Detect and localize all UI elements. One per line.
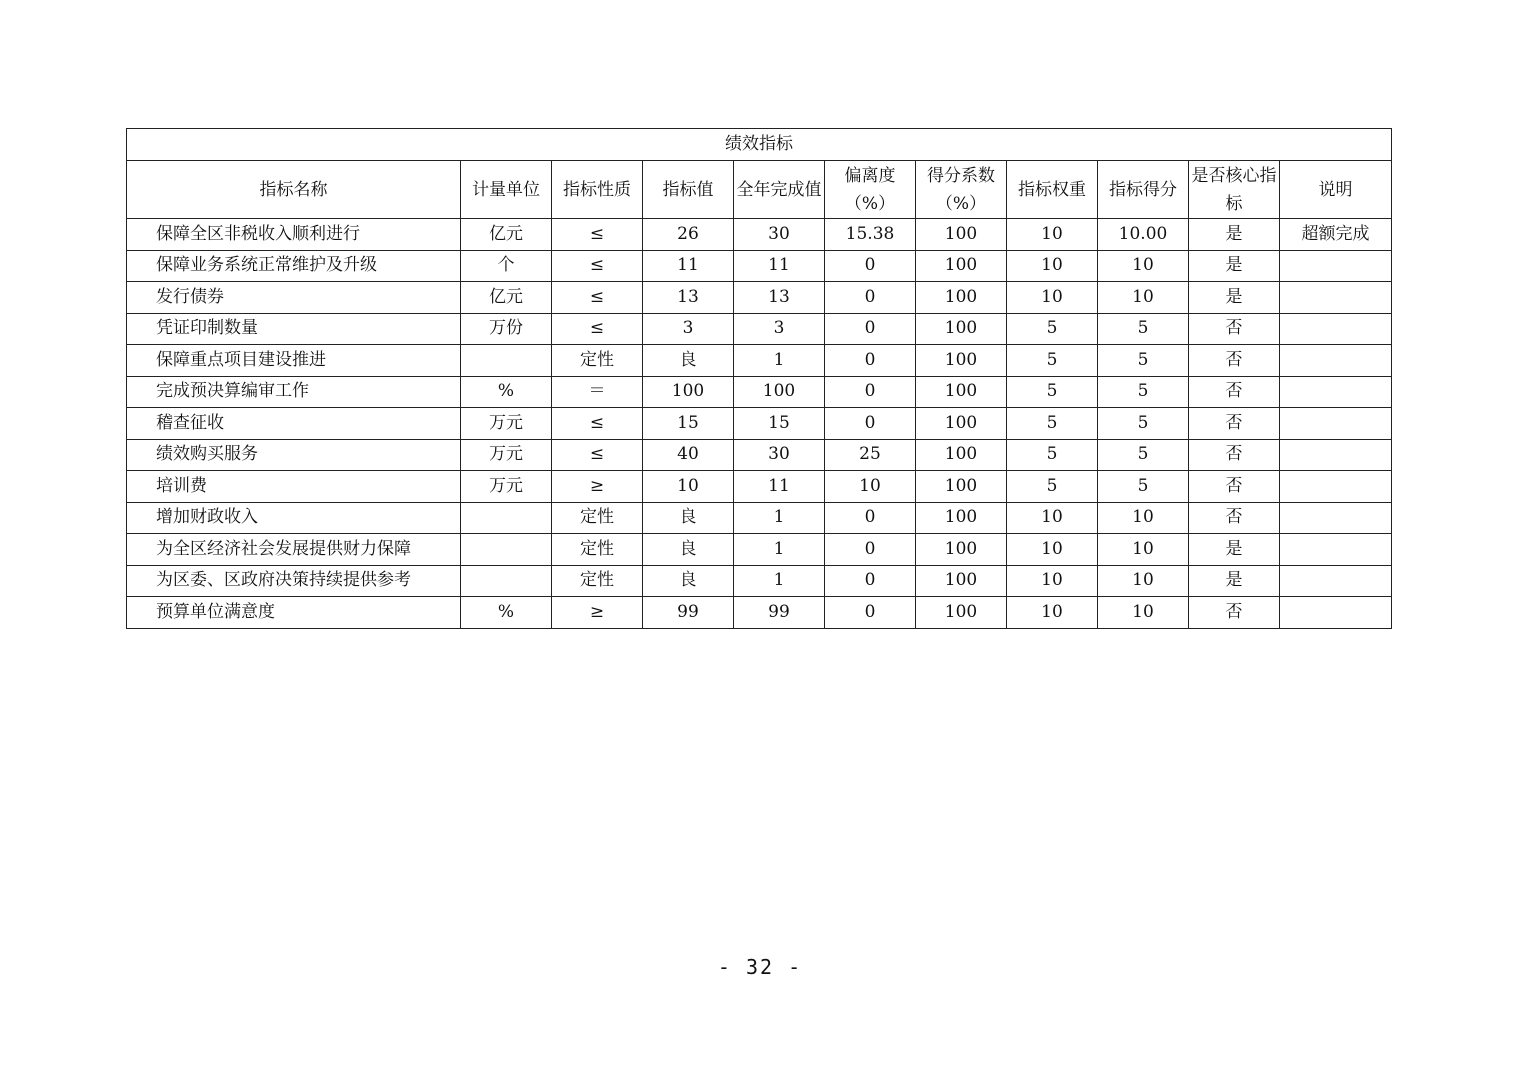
cell-nature: ≤ — [552, 282, 643, 314]
cell-nature: ≥ — [552, 471, 643, 503]
cell-is-core: 是 — [1189, 534, 1280, 566]
cell-is-core: 否 — [1189, 345, 1280, 377]
table-row — [127, 597, 1392, 629]
cell-remarks — [1280, 565, 1392, 597]
cell-weight: 5 — [1007, 345, 1098, 377]
cell-name: 增加财政收入 — [127, 502, 461, 534]
cell-actual: 11 — [734, 250, 825, 282]
table-row — [127, 534, 1392, 566]
cell-name: 保障业务系统正常维护及升级 — [127, 250, 461, 282]
cell-nature: 定性 — [552, 345, 643, 377]
cell-coefficient: 100 — [916, 565, 1007, 597]
cell-remarks — [1280, 439, 1392, 471]
cell-unit — [461, 565, 552, 597]
cell-deviation: 0 — [825, 502, 916, 534]
cell-is-core: 是 — [1189, 565, 1280, 597]
cell-actual: 30 — [734, 219, 825, 251]
table-header-row — [127, 161, 1392, 219]
cell-is-core: 否 — [1189, 376, 1280, 408]
cell-weight: 10 — [1007, 219, 1098, 251]
cell-nature: 定性 — [552, 534, 643, 566]
header-unit: 计量单位 — [461, 161, 552, 219]
cell-score: 5 — [1098, 439, 1189, 471]
cell-target: 良 — [643, 534, 734, 566]
header-is-core: 是否核心指标 — [1189, 161, 1280, 219]
cell-actual: 11 — [734, 471, 825, 503]
cell-remarks: 超额完成 — [1280, 219, 1392, 251]
cell-nature: ＝ — [552, 376, 643, 408]
cell-unit: 万元 — [461, 439, 552, 471]
header-actual-value: 全年完成值 — [734, 161, 825, 219]
cell-weight: 10 — [1007, 250, 1098, 282]
header-score: 指标得分 — [1098, 161, 1189, 219]
cell-target: 11 — [643, 250, 734, 282]
cell-weight: 5 — [1007, 313, 1098, 345]
cell-target: 良 — [643, 502, 734, 534]
cell-unit: 万份 — [461, 313, 552, 345]
cell-remarks — [1280, 250, 1392, 282]
cell-unit: 个 — [461, 250, 552, 282]
cell-weight: 10 — [1007, 597, 1098, 629]
cell-name: 绩效购买服务 — [127, 439, 461, 471]
page-number: - 32 - — [717, 955, 803, 979]
cell-deviation: 0 — [825, 534, 916, 566]
header-indicator-name: 指标名称 — [127, 161, 461, 219]
cell-weight: 10 — [1007, 565, 1098, 597]
cell-is-core: 否 — [1189, 408, 1280, 440]
cell-deviation: 0 — [825, 597, 916, 629]
cell-weight: 5 — [1007, 376, 1098, 408]
cell-deviation: 25 — [825, 439, 916, 471]
cell-unit — [461, 345, 552, 377]
cell-nature: ≤ — [552, 408, 643, 440]
cell-score: 10 — [1098, 282, 1189, 314]
cell-score: 10 — [1098, 502, 1189, 534]
cell-coefficient: 100 — [916, 219, 1007, 251]
cell-target: 26 — [643, 219, 734, 251]
cell-remarks — [1280, 534, 1392, 566]
cell-weight: 10 — [1007, 282, 1098, 314]
table-row — [127, 471, 1392, 503]
cell-score: 5 — [1098, 471, 1189, 503]
cell-remarks — [1280, 282, 1392, 314]
table-row — [127, 565, 1392, 597]
cell-is-core: 是 — [1189, 219, 1280, 251]
cell-is-core: 是 — [1189, 282, 1280, 314]
cell-target: 100 — [643, 376, 734, 408]
cell-weight: 5 — [1007, 439, 1098, 471]
cell-coefficient: 100 — [916, 408, 1007, 440]
cell-coefficient: 100 — [916, 376, 1007, 408]
cell-unit: 亿元 — [461, 219, 552, 251]
cell-nature: ≤ — [552, 313, 643, 345]
cell-weight: 5 — [1007, 471, 1098, 503]
table-row — [127, 376, 1392, 408]
cell-unit — [461, 534, 552, 566]
cell-name: 保障重点项目建设推进 — [127, 345, 461, 377]
cell-coefficient: 100 — [916, 250, 1007, 282]
cell-weight: 10 — [1007, 534, 1098, 566]
cell-deviation: 10 — [825, 471, 916, 503]
cell-coefficient: 100 — [916, 534, 1007, 566]
cell-actual: 15 — [734, 408, 825, 440]
cell-name: 为区委、区政府决策持续提供参考 — [127, 565, 461, 597]
cell-score: 5 — [1098, 345, 1189, 377]
cell-score: 10.00 — [1098, 219, 1189, 251]
cell-remarks — [1280, 313, 1392, 345]
cell-unit: % — [461, 597, 552, 629]
cell-unit: 万元 — [461, 471, 552, 503]
header-score-coefficient: 得分系数（%） — [916, 161, 1007, 219]
header-weight: 指标权重 — [1007, 161, 1098, 219]
cell-name: 稽查征收 — [127, 408, 461, 440]
cell-name: 为全区经济社会发展提供财力保障 — [127, 534, 461, 566]
cell-target: 10 — [643, 471, 734, 503]
cell-name: 预算单位满意度 — [127, 597, 461, 629]
cell-name: 完成预决算编审工作 — [127, 376, 461, 408]
table-row — [127, 313, 1392, 345]
table-row — [127, 439, 1392, 471]
cell-actual: 1 — [734, 502, 825, 534]
cell-coefficient: 100 — [916, 439, 1007, 471]
cell-target: 40 — [643, 439, 734, 471]
cell-nature: ≤ — [552, 250, 643, 282]
header-nature: 指标性质 — [552, 161, 643, 219]
cell-actual: 1 — [734, 345, 825, 377]
table-row — [127, 219, 1392, 251]
cell-actual: 1 — [734, 534, 825, 566]
cell-is-core: 否 — [1189, 597, 1280, 629]
cell-actual: 30 — [734, 439, 825, 471]
cell-deviation: 0 — [825, 313, 916, 345]
cell-deviation: 0 — [825, 282, 916, 314]
table-row — [127, 282, 1392, 314]
cell-score: 5 — [1098, 376, 1189, 408]
cell-coefficient: 100 — [916, 282, 1007, 314]
cell-actual: 100 — [734, 376, 825, 408]
cell-name: 发行债券 — [127, 282, 461, 314]
cell-is-core: 否 — [1189, 502, 1280, 534]
cell-name: 凭证印制数量 — [127, 313, 461, 345]
table-title-row — [127, 129, 1392, 161]
cell-deviation: 15.38 — [825, 219, 916, 251]
cell-target: 良 — [643, 565, 734, 597]
cell-is-core: 是 — [1189, 250, 1280, 282]
cell-nature: 定性 — [552, 565, 643, 597]
header-target-value: 指标值 — [643, 161, 734, 219]
cell-actual: 1 — [734, 565, 825, 597]
cell-coefficient: 100 — [916, 471, 1007, 503]
cell-remarks — [1280, 376, 1392, 408]
cell-target: 15 — [643, 408, 734, 440]
cell-unit: 万元 — [461, 408, 552, 440]
cell-score: 10 — [1098, 597, 1189, 629]
cell-target: 13 — [643, 282, 734, 314]
cell-remarks — [1280, 471, 1392, 503]
table-row — [127, 408, 1392, 440]
cell-score: 10 — [1098, 250, 1189, 282]
cell-score: 5 — [1098, 408, 1189, 440]
cell-is-core: 否 — [1189, 439, 1280, 471]
cell-coefficient: 100 — [916, 313, 1007, 345]
cell-name: 保障全区非税收入顺利进行 — [127, 219, 461, 251]
cell-remarks — [1280, 408, 1392, 440]
cell-target: 99 — [643, 597, 734, 629]
table-row — [127, 250, 1392, 282]
cell-target: 良 — [643, 345, 734, 377]
cell-actual: 99 — [734, 597, 825, 629]
cell-coefficient: 100 — [916, 597, 1007, 629]
cell-weight: 5 — [1007, 408, 1098, 440]
header-remarks: 说明 — [1280, 161, 1392, 219]
cell-nature: ≤ — [552, 439, 643, 471]
cell-score: 10 — [1098, 534, 1189, 566]
table-row — [127, 502, 1392, 534]
cell-deviation: 0 — [825, 376, 916, 408]
cell-coefficient: 100 — [916, 345, 1007, 377]
cell-remarks — [1280, 345, 1392, 377]
cell-target: 3 — [643, 313, 734, 345]
header-deviation: 偏离度（%） — [825, 161, 916, 219]
cell-nature: ≤ — [552, 219, 643, 251]
cell-score: 5 — [1098, 313, 1189, 345]
cell-actual: 3 — [734, 313, 825, 345]
performance-indicator-table — [126, 128, 1392, 629]
table-title: 绩效指标 — [127, 129, 1392, 161]
cell-nature: ≥ — [552, 597, 643, 629]
cell-name: 培训费 — [127, 471, 461, 503]
cell-deviation: 0 — [825, 408, 916, 440]
cell-deviation: 0 — [825, 565, 916, 597]
cell-remarks — [1280, 502, 1392, 534]
cell-is-core: 否 — [1189, 313, 1280, 345]
cell-actual: 13 — [734, 282, 825, 314]
cell-score: 10 — [1098, 565, 1189, 597]
cell-weight: 10 — [1007, 502, 1098, 534]
table-row — [127, 345, 1392, 377]
cell-coefficient: 100 — [916, 502, 1007, 534]
cell-remarks — [1280, 597, 1392, 629]
cell-unit: % — [461, 376, 552, 408]
cell-is-core: 否 — [1189, 471, 1280, 503]
cell-nature: 定性 — [552, 502, 643, 534]
cell-deviation: 0 — [825, 345, 916, 377]
cell-unit — [461, 502, 552, 534]
cell-unit: 亿元 — [461, 282, 552, 314]
cell-deviation: 0 — [825, 250, 916, 282]
